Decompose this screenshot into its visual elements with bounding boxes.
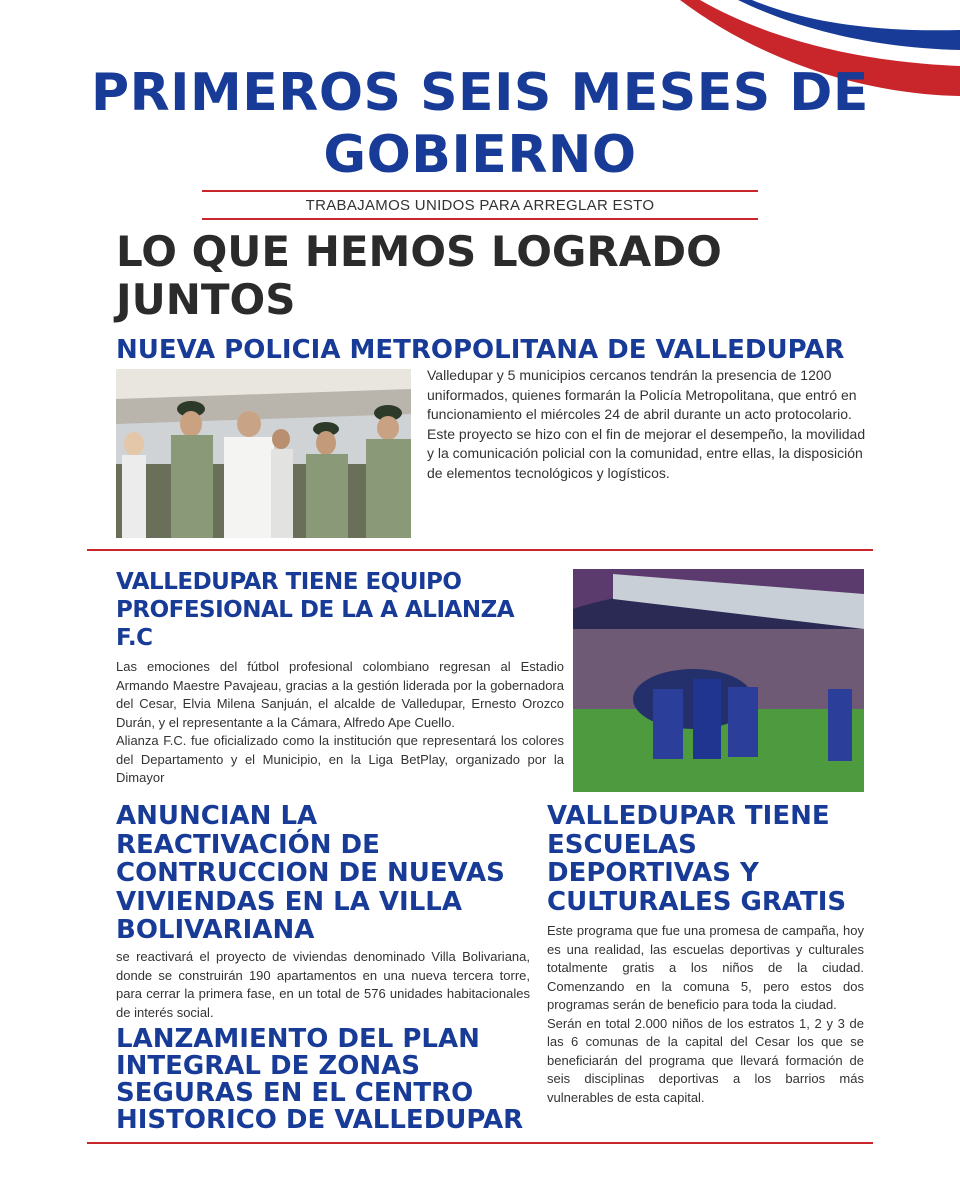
page-title: PRIMEROS SEIS MESES DE GOBIERNO	[91, 63, 869, 185]
alianza-body	[116, 658, 564, 788]
viviendas-paragraph-1: se reactivará el proyecto de viviendas denominado Villa Bolivariana, donde se construirán 190 apartamentos en una nueva tercera torre, para cerrar la primera fase, en un total de 576 unidades habitacionales de interés social.	[116, 949, 530, 1020]
bottom-divider	[87, 1142, 873, 1144]
tagline: TRABAJAMOS UNIDOS PARA ARREGLAR ESTO	[305, 197, 655, 214]
policia-body	[427, 366, 867, 483]
viviendas-title: ANUNCIAN LA REACTIVACIÓN DE CONTRUCCION DE NUEVAS VIVIENDAS EN LA VILLA BOLIVARIANA	[116, 801, 505, 945]
police-ceremony-photo	[116, 369, 411, 538]
escuelas-paragraph-1: Este programa que fue una promesa de campaña, hoy es una realidad, las escuelas deportivas y culturales totalmente gratis a los niños de la ciudad. Comenzando en la comuna 5, pero estos dos programas serán de beneficio para toda la ciudad.	[547, 923, 864, 1012]
escuelas-paragraph-2: Serán en total 2.000 niños de los estratos 1, 2 y 3 de las 6 comunas de la capital del Cesar los que se beneficiarán del programa que llevará formación de seis disciplinas deportivas a los barrios más vulnerables de esta capital.	[547, 1015, 864, 1105]
top-divider	[202, 190, 758, 192]
policia-paragraph-1: Valledupar y 5 municipios cercanos tendrán la presencia de 1200 uniformados, quienes formarán la Policía Metropolitana, que entró en funcionamiento el miércoles 24 de abril durante un acto protocolario.	[427, 367, 857, 422]
football-celebration-photo	[573, 569, 864, 792]
alianza-paragraph-1: Las emociones del fútbol profesional colombiano regresan al Estadio Armando Maestre Pavajeau, gracias a la gestión liderada por la gobernadora del Cesar, Elvia Milena Sanjuán, el alcalde de Valledupar, Ernesto Orozco Durán, y el representante a la Cámara, Alfredo Ape Cuello.	[116, 659, 564, 730]
alianza-title: VALLEDUPAR TIENE EQUIPO PROFESIONAL DE LA A ALIANZA F.C	[116, 569, 515, 651]
policia-title: NUEVA POLICIA METROPOLITANA DE VALLEDUPAR	[116, 335, 845, 365]
policia-paragraph-2: Este proyecto se hizo con el fin de mejorar el desempeño, la movilidad y la comunicación policial con la comunidad, entre ellas, la disposición de elementos tecnológicos y logísticos.	[427, 425, 866, 481]
viviendas-body	[116, 948, 530, 1022]
tagline-divider	[202, 218, 758, 220]
zonas-title: LANZAMIENTO DEL PLAN INTEGRAL DE ZONAS SEGURAS EN EL CENTRO HISTORICO DE VALLEDUPAR	[116, 1024, 524, 1135]
section-divider-1	[87, 549, 873, 551]
escuelas-body	[547, 922, 864, 1107]
section-title: LO QUE HEMOS LOGRADO JUNTOS	[116, 227, 722, 324]
alianza-paragraph-2: Alianza F.C. fue oficializado como la institución que representará los colores del Departamento y el Municipio, en la Liga BetPlay, organizado por la Dimayor	[116, 733, 564, 785]
escuelas-title: VALLEDUPAR TIENE ESCUELAS DEPORTIVAS Y CULTURALES GRATIS	[547, 801, 847, 917]
